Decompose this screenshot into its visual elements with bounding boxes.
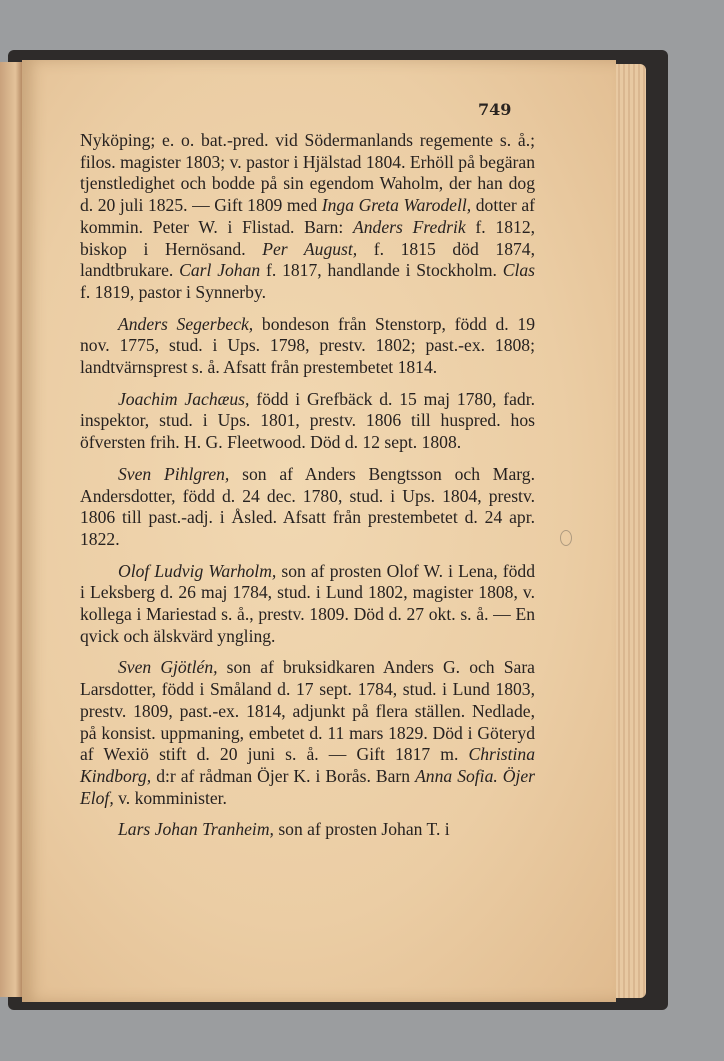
italic-name: Carl Johan xyxy=(179,260,261,281)
italic-name: Sven Gjötlén, xyxy=(118,657,218,678)
entry-joachim-jachaeus xyxy=(80,389,535,454)
body-text: son af Anders Bengtsson och Marg. Andersdotter, född d. 24 dec. 1780, stud. i Ups. 1804, prestv. 1806 till past.-adj. i Åsled. Afsatt från prestembetet d. 24 apr. 1822. xyxy=(80,463,535,549)
body-text: född i Grefbäck d. 15 maj 1780, fadr. inspektor, stud. i Ups. 1801, prestv. 1806 till huspred. hos öfversten frih. H. G. Fleetwood. Död d. 12 sept. 1808. xyxy=(80,388,535,453)
italic-name: Joachim Jachæus, xyxy=(118,388,250,409)
entry-anders-segerbeck xyxy=(80,314,535,379)
italic-name: Sven Pihlgren, xyxy=(118,463,230,484)
body-text: v. komminister. xyxy=(113,787,227,808)
body-text: Nyköping; e. o. bat.-pred. vid Södermanlands regemente s. å.; filos. magister 1803; v. pastor i Hjälstad 1804. Erhöll på begäran tjenstledighet och bodde på sin egendom Waholm, der han dog d. 20 juli 1825. — Gift 1809 med xyxy=(80,130,535,216)
italic-name: Anders Fredrik xyxy=(353,216,466,237)
body-text: bondeson från Stenstorp, född d. 19 nov. 1775, stud. i Ups. 1798, prestv. 1802; past.-ex. 1808; landtvärnsprest s. å. Afsatt från prestembetet 1814. xyxy=(80,313,535,378)
body-text: f. 1817, handlande i Stockholm. xyxy=(260,260,503,281)
body-text: d:r af rådman Öjer K. i Borås. Barn xyxy=(151,765,416,786)
body-text: son af prosten Olof W. i Lena, född i Leksberg d. 26 maj 1784, stud. i Lund 1802, magister 1808, v. kollega i Mariestad s. å., prestv. 1809. Död d. 27 okt. s. å. — En qvick och älskvärd yngling. xyxy=(80,560,535,646)
body-text: f. 1819, pastor i Synnerby. xyxy=(80,281,267,302)
body-text: son af prosten Johan T. i xyxy=(273,819,450,840)
body-text: f. 1812, biskop i Hernösand. xyxy=(80,216,536,259)
body-text: son af bruksidkaren Anders G. och Sara Larsdotter, född i Småland d. 17 sept. 1784, stud. i Lund 1803, prestv. 1809, past.-ex. 1814, adjunkt på flera ställen. Nedlade, på konsist. uppmaning, embetet d. 11 mars 1829. Död i Göteryd af Wexiö stift d. 20 juni s. å. — Gift 1817 m. xyxy=(80,657,535,765)
italic-name: Anna Sofia. Öjer Elof, xyxy=(80,765,536,808)
text-column xyxy=(80,130,535,851)
facing-page-edge xyxy=(0,62,23,997)
italic-name: Clas xyxy=(502,260,536,281)
italic-name: Anders Segerbeck, xyxy=(118,313,254,334)
page-number: 749 xyxy=(478,100,512,119)
entry-olof-ludvig-warholm xyxy=(80,561,535,648)
ink-mark xyxy=(560,530,572,546)
entry-waholm-continued xyxy=(80,130,535,304)
entry-lars-johan-tranheim xyxy=(80,819,535,841)
entry-sven-gjotlen xyxy=(80,657,535,809)
italic-name: Olof Ludvig Warholm, xyxy=(118,560,277,581)
body-text: dotter af kommin. Peter W. i Flistad. Barn: xyxy=(80,195,535,237)
italic-name: Inga Greta Warodell, xyxy=(321,195,472,216)
italic-name: Per August, xyxy=(262,238,358,259)
body-text: f. 1815 död 1874, landtbrukare. xyxy=(80,238,535,281)
entry-sven-pihlgren xyxy=(80,464,535,551)
italic-name: Christina Kindborg, xyxy=(80,744,535,786)
italic-name: Lars Johan Tranheim, xyxy=(118,819,274,840)
